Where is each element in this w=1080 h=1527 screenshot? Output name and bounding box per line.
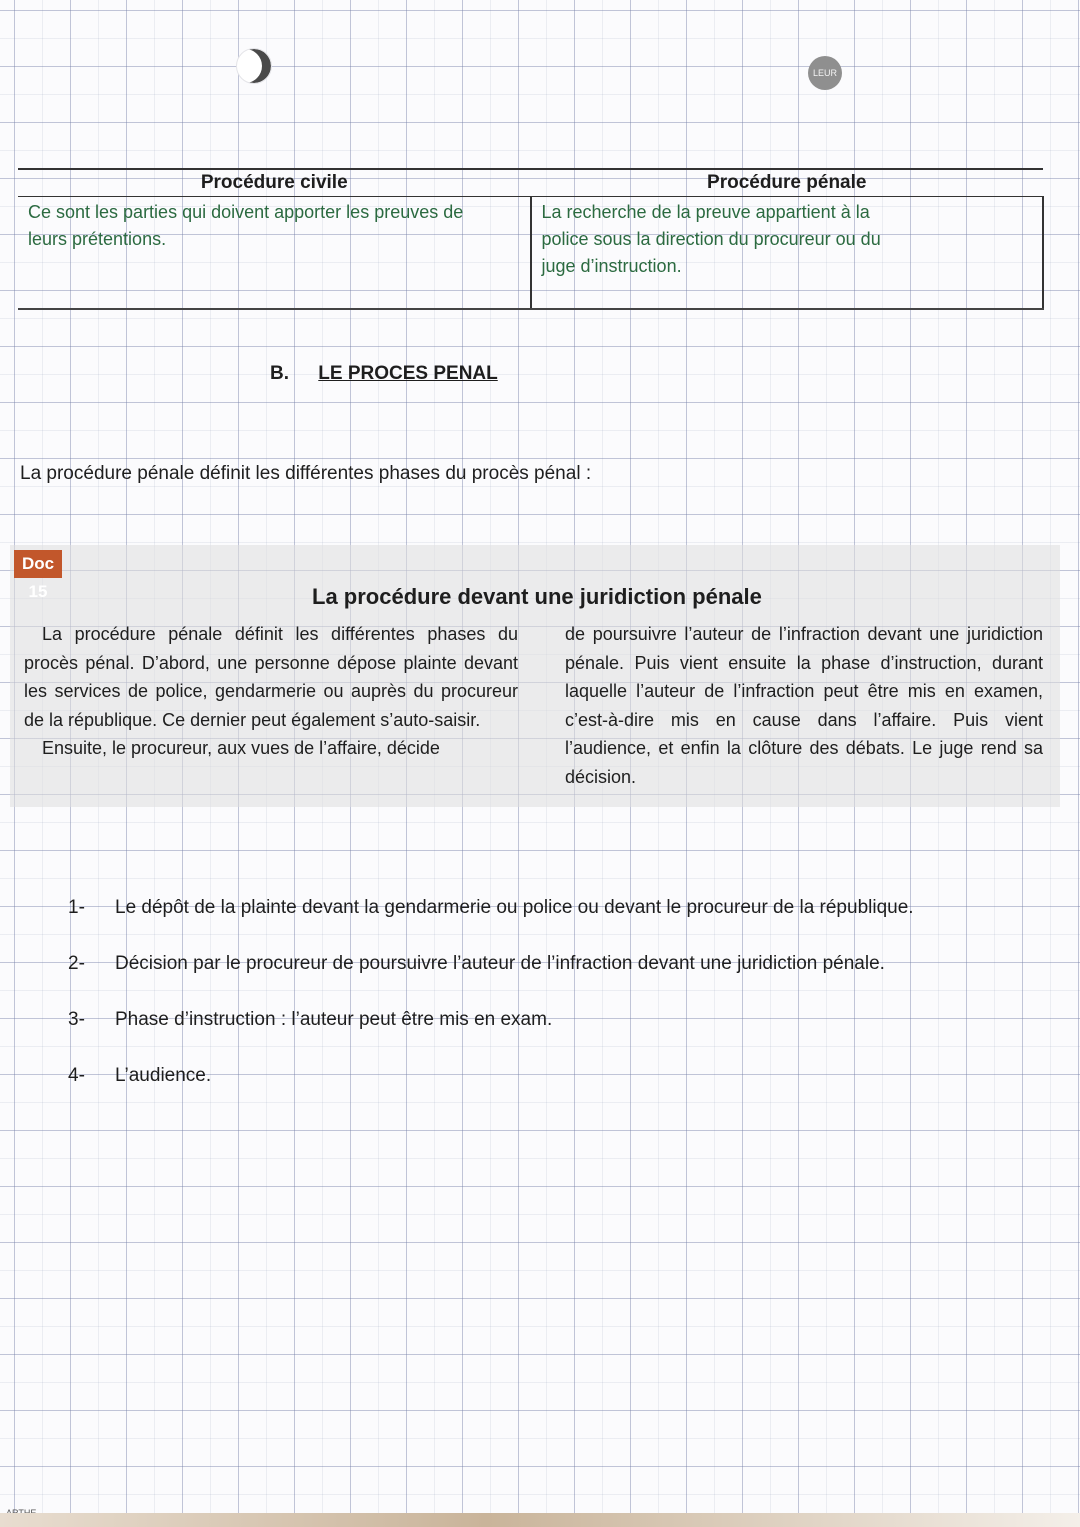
cell-civil-line: Ce sont les parties qui doivent apporter les preuves de: [28, 202, 464, 222]
list-item: [68, 1009, 914, 1065]
cell-civil: [18, 197, 531, 310]
doc-badge: Doc 15: [14, 550, 62, 578]
cell-civil-line: leurs prétentions.: [28, 229, 167, 249]
intro-text: La procédure pénale définit les différentes phases du procès pénal :: [20, 463, 592, 484]
list-item: [68, 1065, 914, 1121]
excerpt-paragraph: de poursuivre l’auteur de l’infraction devant une juridiction pénale. Puis vient ensuite la phase d’instruction, durant laquelle l’auteur de l’infraction peut être mis en examen, c’est-à-dire mis en cause dans l’affaire. Puis vient l’audience, et enfin la clôture des débats. Le juge rend sa décision.: [565, 624, 1043, 787]
section-title: LE PROCES PENAL: [318, 363, 498, 384]
step-number: 2-: [68, 953, 85, 974]
excerpt-title: La procédure devant une juridiction pénale: [312, 584, 762, 609]
list-item: [68, 897, 914, 953]
step-number: 1-: [68, 897, 85, 918]
step-text: L’audience.: [115, 1065, 212, 1086]
section-letter: B.: [270, 363, 289, 384]
cell-penal: [531, 197, 1044, 310]
punch-hole: [236, 48, 272, 84]
header-civil: Procédure civile: [18, 169, 531, 197]
cell-penal-line: police sous la direction du procureur ou du: [541, 229, 881, 249]
comparison-table: [18, 168, 1044, 310]
excerpt-column-left: [24, 620, 518, 763]
cell-penal-line: La recherche de la preuve appartient à la: [541, 202, 870, 222]
logo-stamp: LEUR: [808, 56, 842, 90]
step-number: 4-: [68, 1065, 85, 1086]
excerpt-column-right: [565, 620, 1043, 792]
step-number: 3-: [68, 1009, 85, 1030]
section-heading: [270, 363, 498, 385]
header-penal: Procédure pénale: [531, 169, 1044, 197]
excerpt-paragraph: La procédure pénale définit les différentes phases du procès pénal. D’abord, une personne dépose plainte devant les services de police, gendarmerie ou auprès du procureur de la république. Ce dernier peut également s’auto-saisir.: [24, 624, 518, 730]
excerpt-paragraph: Ensuite, le procureur, aux vues de l’affaire, décide: [42, 738, 440, 759]
step-text: Le dépôt de la plainte devant la gendarmerie ou police ou devant le procureur de la république.: [115, 897, 914, 918]
step-text: Phase d’instruction : l’auteur peut être mis en exam.: [115, 1009, 553, 1030]
page-bottom-edge: [0, 1513, 1080, 1527]
steps-list: [68, 897, 914, 1121]
cell-penal-line: juge d’instruction.: [541, 256, 682, 276]
step-text: Décision par le procureur de poursuivre l’auteur de l’infraction devant une juridiction pénale.: [115, 953, 885, 974]
list-item: [68, 953, 914, 1009]
